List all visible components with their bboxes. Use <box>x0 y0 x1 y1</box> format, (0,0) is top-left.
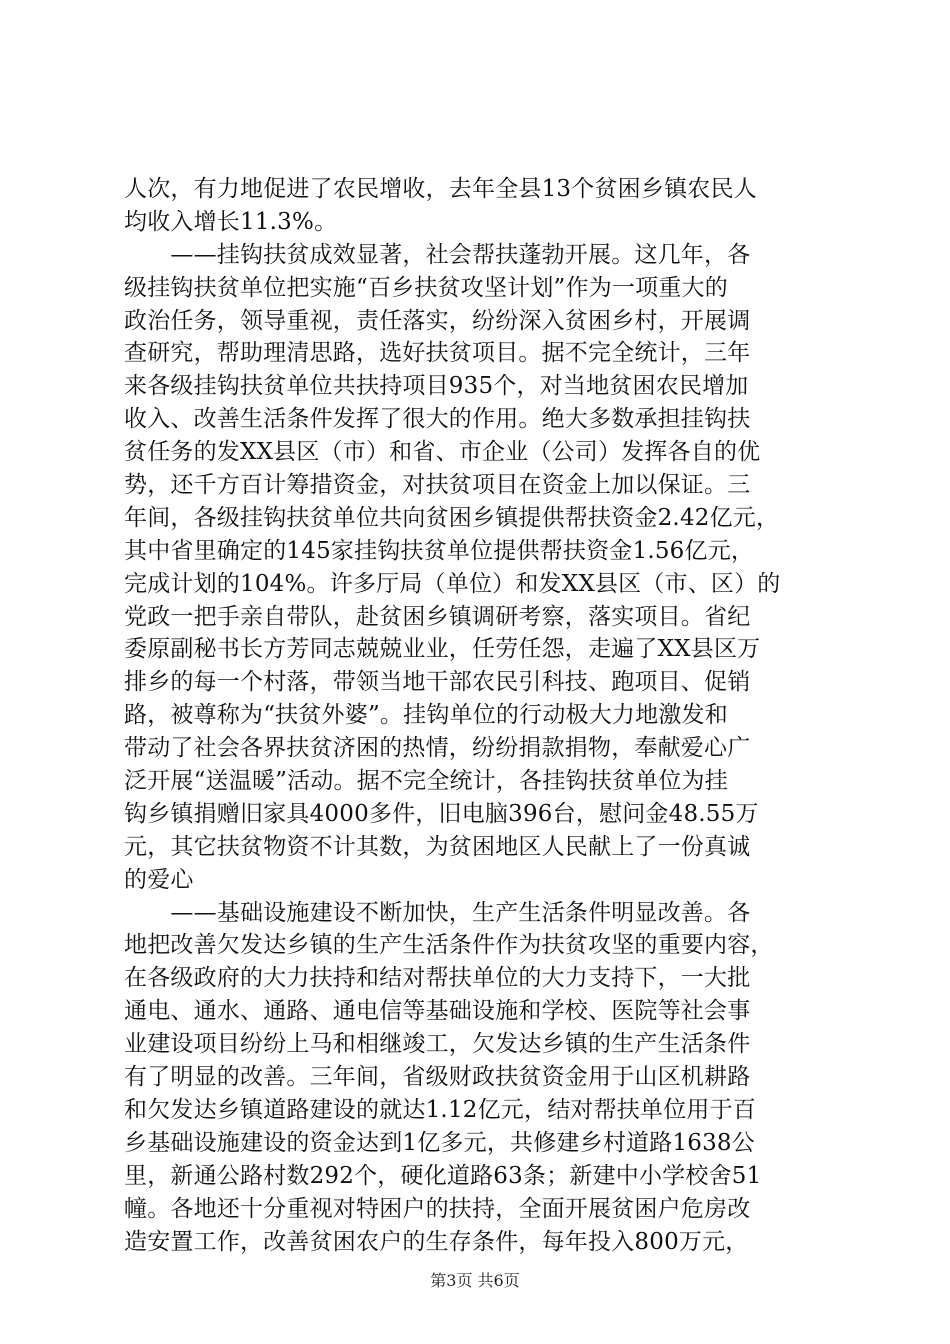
text-line: 钩乡镇捐赠旧家具4000多件，旧电脑396台，慰问金48.55万 <box>124 800 759 827</box>
text-line: 委原副秘书长方芳同志兢兢业业，任劳任怨，走遍了XX县区万 <box>124 636 761 663</box>
text-line: 业建设项目纷纷上马和相继竣工，欠发达乡镇的生产生活条件 <box>124 1031 751 1058</box>
text-line: 年间，各级挂钩扶贫单位共向贫困乡镇提供帮扶资金2.42亿元， <box>124 504 780 531</box>
text-line: 乡基础设施建设的资金达到1亿多元，共修建乡村道路1638公 <box>124 1129 755 1156</box>
text-line: 和欠发达乡镇道路建设的就达1.12亿元，结对帮扶单位用于百 <box>124 1096 757 1123</box>
text-line: 里，新通公路村数292个，硬化道路63条；新建中小学校舍51 <box>124 1162 762 1189</box>
text-line: 来各级挂钩扶贫单位共扶持项目935个，对当地贫困农民增加 <box>124 373 749 400</box>
text-line: 均收入增长11.3%。 <box>124 208 338 235</box>
body-text <box>124 173 844 1258</box>
text-line: 党政一把手亲自带队，赴贫困乡镇调研考察，落实项目。省纪 <box>124 603 751 630</box>
text-line: 地把改善欠发达乡镇的生产生活条件作为扶贫攻坚的重要内容， <box>124 932 774 959</box>
text-line: ——挂钩扶贫成效显著，社会帮扶蓬勃开展。这几年，各 <box>124 241 751 268</box>
text-line: 在各级政府的大力扶持和结对帮扶单位的大力支持下，一大批 <box>124 965 751 992</box>
text-line: 查研究，帮助理清思路，选好扶贫项目。据不完全统计，三年 <box>124 340 751 367</box>
text-line: 其中省里确定的145家挂钩扶贫单位提供帮扶资金1.56亿元， <box>124 537 755 564</box>
text-line: 有了明显的改善。三年间，省级财政扶贫资金用于山区机耕路 <box>124 1064 751 1091</box>
text-line: 人次，有力地促进了农民增收，去年全县13个贫困乡镇农民人 <box>124 176 757 202</box>
text-line: ——基础设施建设不断加快，生产生活条件明显改善。各 <box>124 899 751 926</box>
text-line: 元，其它扶贫物资不计其数，为贫困地区人民献上了一份真诚 <box>124 833 751 860</box>
text-line: 政治任务，领导重视，责任落实，纷纷深入贫困乡村，开展调 <box>124 307 751 334</box>
text-line: 路，被尊称为“扶贫外婆”。挂钩单位的行动极大力地激发和 <box>124 702 728 729</box>
text-line: 级挂钩扶贫单位把实施“百乡扶贫攻坚计划”作为一项重大的 <box>124 274 728 301</box>
text-line: 带动了社会各界扶贫济困的热情，纷纷捐款捐物，奉献爱心广 <box>124 735 751 762</box>
text-line: 排乡的每一个村落，带领当地干部农民引科技、跑项目、促销 <box>124 669 751 696</box>
text-line: 收入、改善生活条件发挥了很大的作用。绝大多数承担挂钩扶 <box>124 406 751 433</box>
text-line: 的爱心 <box>124 866 194 893</box>
text-line: 完成计划的104%。许多厅局（单位）和发XX县区（市、区）的 <box>124 570 781 597</box>
page-footer: 第3页 共6页 <box>430 1271 520 1290</box>
text-line: 贫任务的发XX县区（市）和省、市企业（公司）发挥各自的优 <box>124 439 761 466</box>
text-line: 造安置工作，改善贫困农户的生存条件，每年投入800万元， <box>124 1228 749 1255</box>
text-line: 势，还千方百计筹措资金，对扶贫项目在资金上加以保证。三 <box>124 472 751 499</box>
text-line: 通电、通水、通路、通电信等基础设施和学校、医院等社会事 <box>124 998 751 1025</box>
text-line: 泛开展“送温暖”活动。据不完全统计，各挂钩扶贫单位为挂 <box>124 768 728 795</box>
text-line: 幢。各地还十分重视对特困户的扶持，全面开展贫困户危房改 <box>124 1195 751 1222</box>
